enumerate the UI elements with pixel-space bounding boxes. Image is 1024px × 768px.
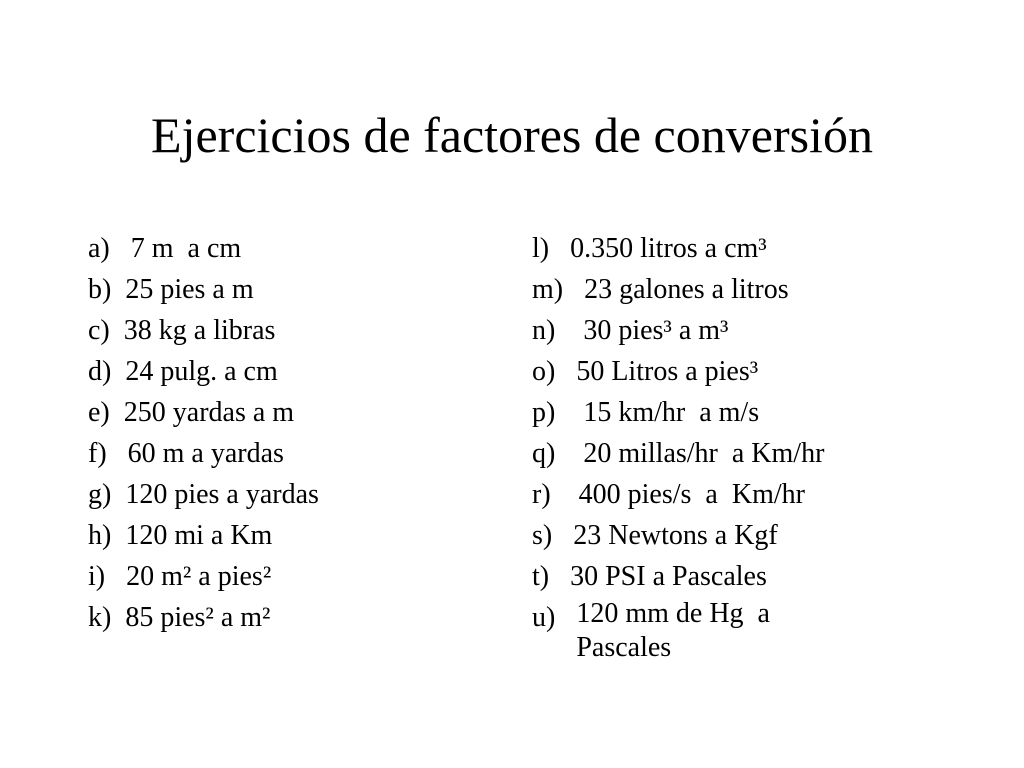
item-marker: a) [88, 233, 131, 264]
item-marker: q) [532, 438, 584, 469]
item-marker: r) [532, 479, 579, 510]
item-text: 23 Newtons a Kgf [573, 520, 778, 551]
item-text: 7 m a cm [130, 233, 242, 264]
item-text: 20 millas/hr a Km/hr [583, 438, 825, 469]
list-item [532, 269, 952, 310]
item-marker: l) [532, 233, 571, 264]
item-text: 20 m² a pies² [126, 561, 272, 592]
list-item [88, 597, 508, 638]
item-text: 24 pulg. a cm [125, 356, 278, 387]
list-item [88, 474, 508, 515]
list-item [88, 269, 508, 310]
list-item [88, 351, 508, 392]
item-marker: g) [88, 479, 126, 510]
list-item [88, 310, 508, 351]
item-text: 85 pies² a m² [125, 602, 271, 633]
item-text: 30 PSI a Pascales [570, 561, 767, 592]
item-text: 60 m a yardas [127, 438, 284, 469]
list-item [88, 556, 508, 597]
exercise-list-left [88, 228, 508, 638]
item-text: 25 pies a m [125, 274, 254, 305]
list-item [88, 228, 508, 269]
item-text: 23 galones a litros [584, 274, 789, 305]
list-item [532, 310, 952, 351]
item-text: 0.350 litros a cm³ [570, 233, 767, 264]
list-item [532, 597, 952, 665]
item-text: 120 mi a Km [125, 520, 273, 551]
item-marker: n) [532, 315, 584, 346]
item-text: 15 km/hr a m/s [583, 397, 760, 428]
item-text: 50 Litros a pies³ [576, 356, 759, 387]
exercise-list-right [532, 228, 952, 665]
list-item [532, 351, 952, 392]
item-marker: f) [88, 438, 128, 469]
item-marker: p) [532, 397, 584, 428]
list-item [532, 474, 952, 515]
item-marker: h) [88, 520, 126, 551]
list-item [532, 392, 952, 433]
item-marker: i) [88, 561, 127, 592]
list-item [532, 433, 952, 474]
item-text: 30 pies³ a m³ [583, 315, 729, 346]
list-item [88, 392, 508, 433]
item-text: 120 mm de Hg a Pascales [576, 598, 777, 663]
item-marker: t) [532, 561, 571, 592]
item-marker: m) [532, 274, 585, 305]
list-item [88, 433, 508, 474]
item-marker: c) [88, 315, 124, 346]
item-marker: u) [532, 602, 577, 633]
item-marker: o) [532, 356, 577, 387]
item-marker: s) [532, 520, 574, 551]
slide-title: Ejercicios de factores de conversión [151, 107, 873, 163]
item-marker: k) [88, 602, 126, 633]
item-text: 38 kg a libras [123, 315, 276, 346]
item-marker: d) [88, 356, 126, 387]
item-marker: e) [88, 397, 124, 428]
list-item [532, 228, 952, 269]
item-text: 250 yardas a m [123, 397, 295, 428]
list-item [88, 515, 508, 556]
item-marker: b) [88, 274, 126, 305]
item-text: 400 pies/s a Km/hr [578, 479, 805, 510]
list-item [532, 556, 952, 597]
item-text: 120 pies a yardas [125, 479, 319, 510]
list-item [532, 515, 952, 556]
